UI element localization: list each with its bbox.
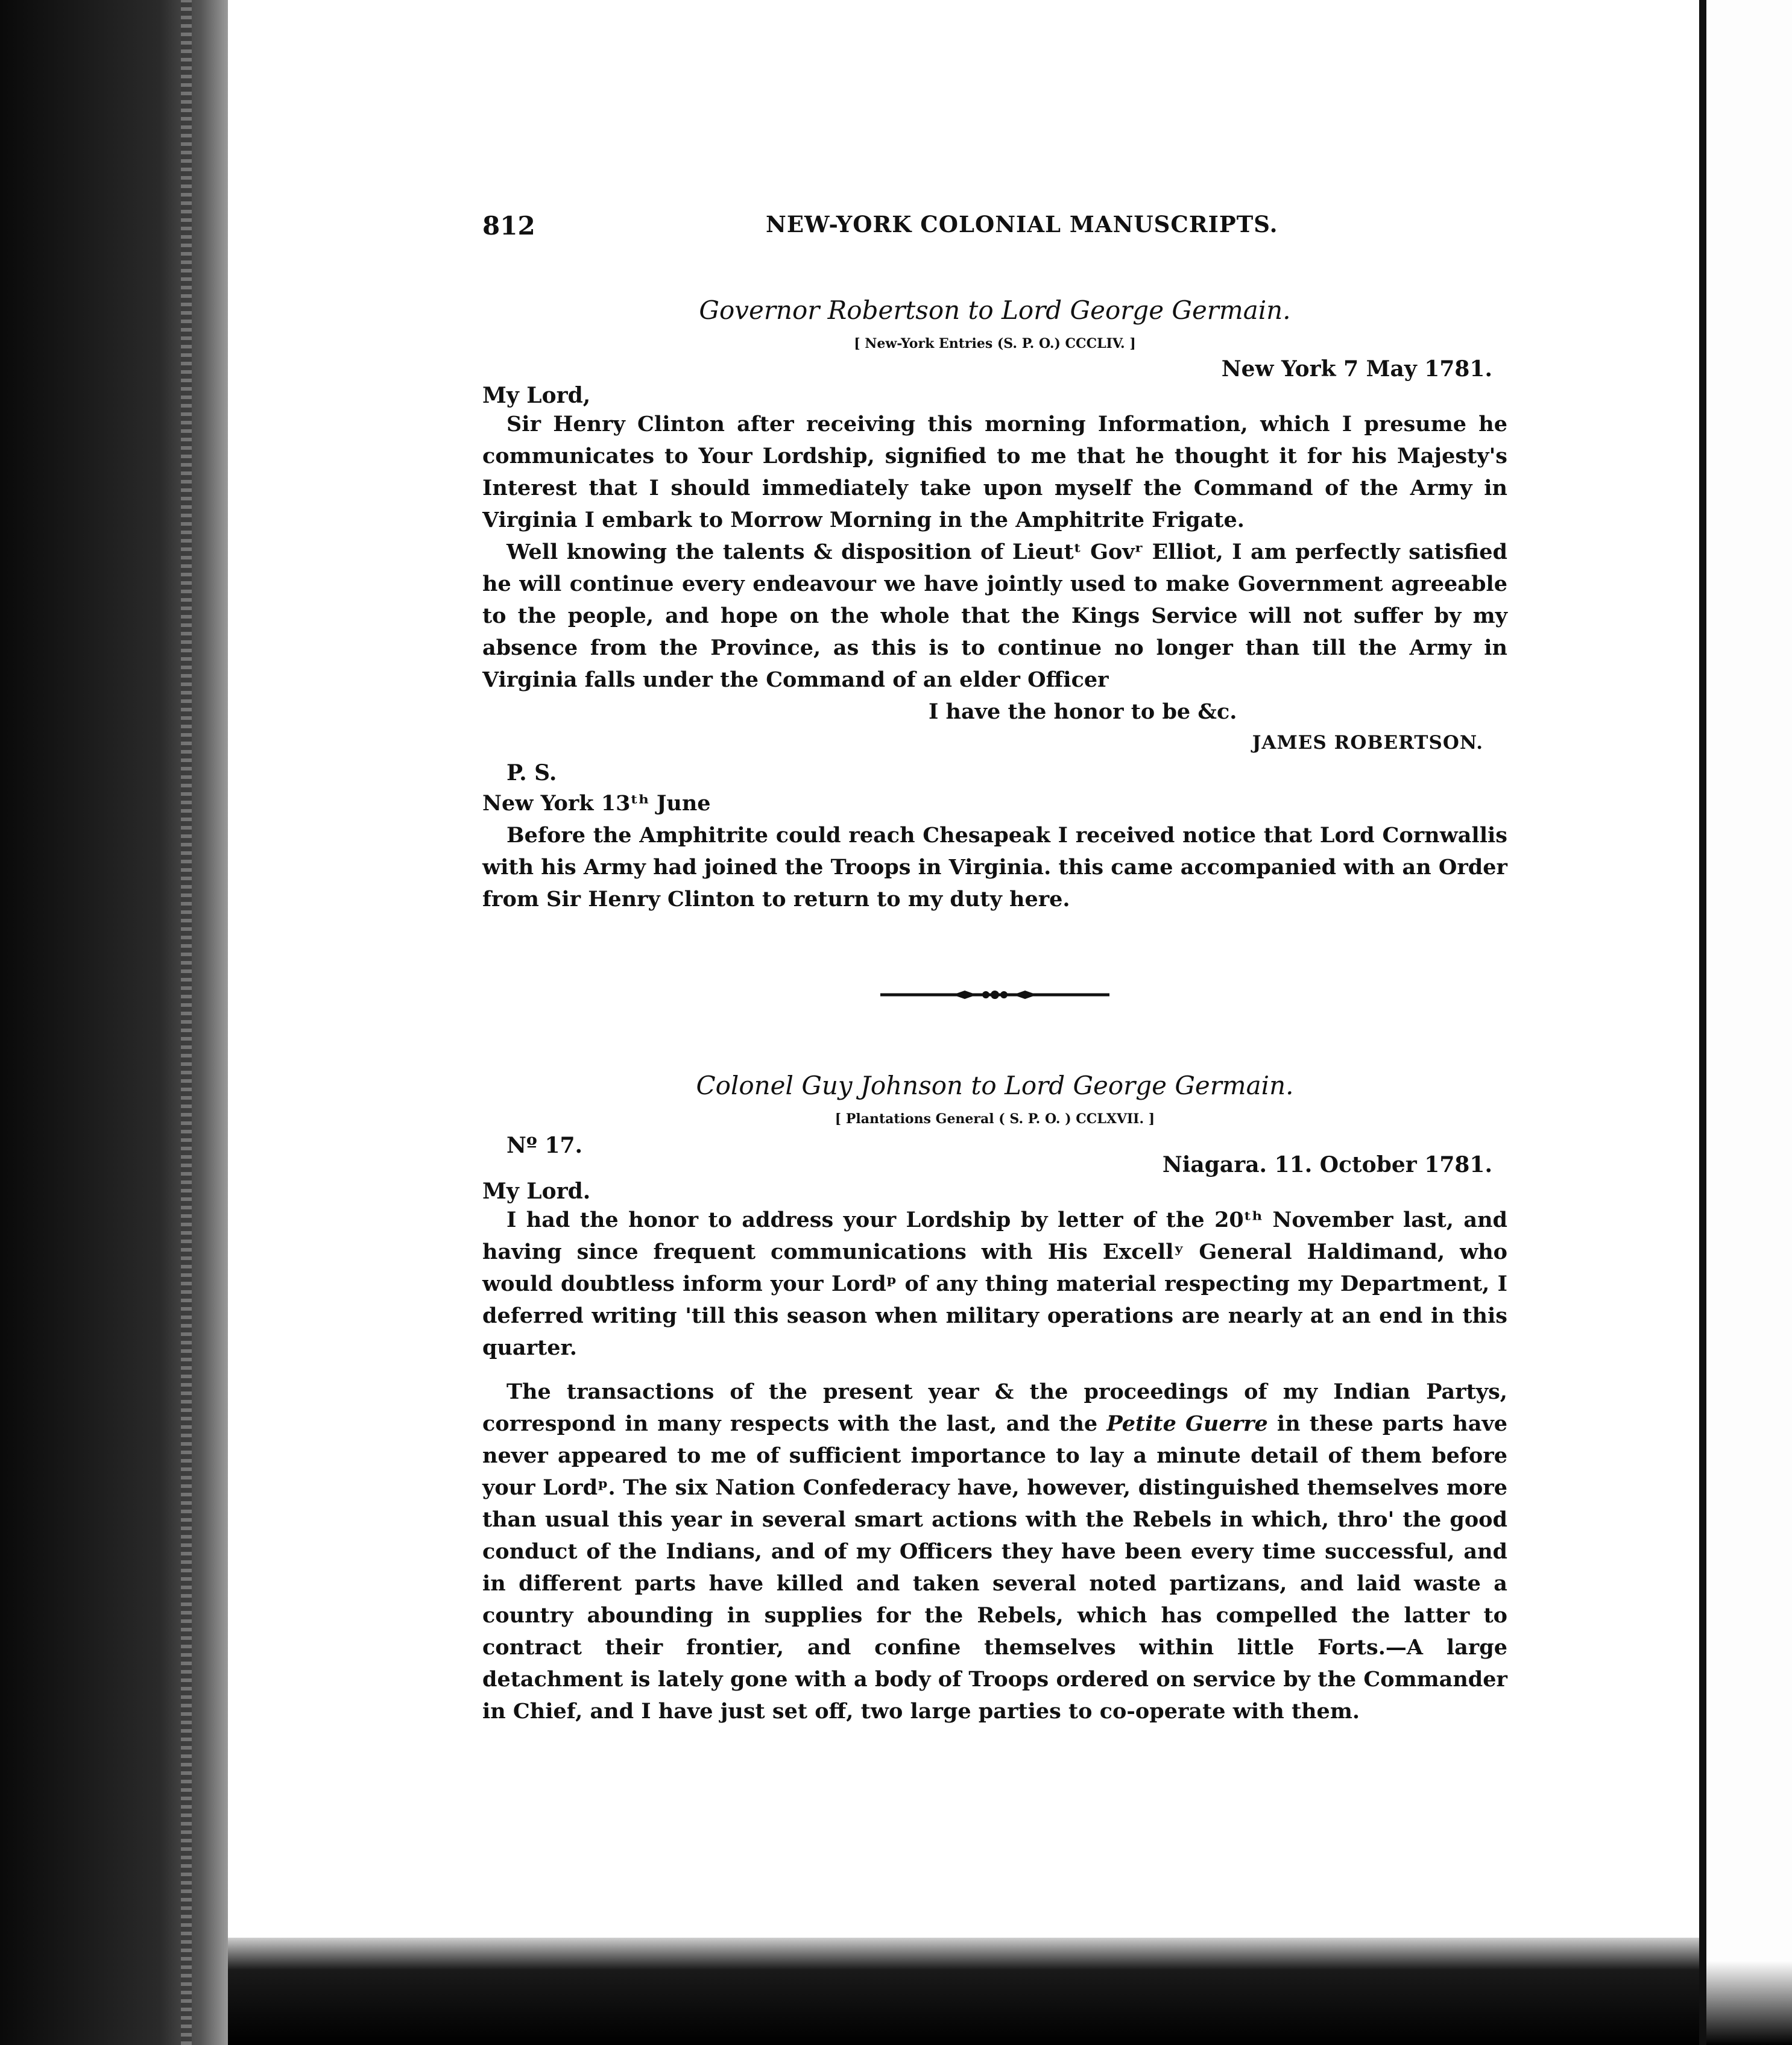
source-reference: [ New-York Entries (S. P. O.) CCCLIV. ]	[854, 336, 1136, 351]
page	[482, 211, 1507, 1727]
paragraph	[482, 1376, 1507, 1727]
signature: JAMES ROBERTSON.	[1252, 732, 1483, 754]
running-head	[482, 211, 1507, 253]
running-title: NEW-YORK COLONIAL MANUSCRIPTS.	[766, 211, 1278, 238]
salutation: My Lord,	[482, 383, 591, 408]
dateline: Niagara. 11. October 1781.	[1162, 1152, 1492, 1177]
paragraph: Well knowing the talents & disposition of Lieutᵗ Govʳ Elliot, I am perfectly satisfied he will continue every endeavour we have jointly used to make Government agreeable to the people, and hope on the whole that the Kings Service will not suffer by my absence from the Province, as this is to continue no longer than till the Army in Virginia falls under the Command of an elder Officer	[482, 540, 1507, 692]
paragraph-text: in these parts have never appeared to me of sufficient importance to lay a minute detail of them before your Lordᵖ. The six Nation Confederacy have, however, distinguished themselves more than usual this year in several smart actions with the Rebels in which, thro' the good conduct of the Indians, and of my Officers they have been every time successful, and in different parts have killed and taken several noted partizans, and laid waste a country abounding in supplies for the Rebels, which has compelled the latter to contract their frontier, and confine themselves within little Forts.—A large detachment is lately gone with a body of Troops ordered on service by the Commander in Chief, and I have just set off, two large parties to co-operate with them.	[482, 1411, 1508, 1724]
closing: I have the honor to be &c.	[929, 699, 1237, 724]
scan-edge-right	[1706, 0, 1792, 2045]
section-divider	[482, 988, 1507, 1004]
salutation: My Lord.	[482, 1179, 591, 1204]
postscript-date: New York 13ᵗʰ June	[482, 791, 711, 816]
letter-robertson	[482, 295, 1507, 915]
letter-title: Colonel Guy Johnson to Lord George Germain.	[696, 1071, 1294, 1100]
postscript-label: P. S.	[506, 760, 557, 786]
dateline: New York 7 May 1781.	[1221, 356, 1492, 382]
letter-number: Nº 17.	[506, 1133, 583, 1158]
paragraph-text: The transactions of the present year & the proceedings of my Indian Partys, correspond in many respects with the last, and the	[482, 1379, 1507, 1436]
scan-edge-bottom	[228, 1938, 1699, 2045]
letter-johnson	[482, 1071, 1507, 1727]
page-number: 812	[482, 211, 535, 241]
postscript-text: Before the Amphitrite could reach Chesapeak I received notice that Lord Cornwallis with his Army had joined the Troops in Virginia. this came accompanied with an Order from Sir Henry Clinton to return to my duty here.	[482, 823, 1507, 912]
italic-phrase: Petite Guerre	[1106, 1411, 1268, 1436]
scan-edge-left	[0, 0, 228, 2045]
scan-edge-right-line	[1699, 0, 1706, 2045]
paragraph: Sir Henry Clinton after receiving this morning Information, which I presume he communicates to Your Lordship, signified to me that he thought it for his Majesty's Interest that I should immediately take upon myself the Command of the Army in Virginia I embark to Morrow Morning in the Amphitrite Frigate.	[482, 412, 1507, 532]
paragraph: I had the honor to address your Lordship by letter of the 20ᵗʰ November last, and having since frequent communications with His Excellʸ General Haldimand, who would doubtless inform your Lordᵖ of any thing material respecting my Department, I deferred writing 'till this season when military operations are nearly at an end in this quarter.	[482, 1208, 1507, 1360]
source-reference: [ Plantations General ( S. P. O. ) CCLXVII. ]	[834, 1111, 1155, 1127]
divider-ornament-icon	[880, 988, 1109, 1002]
letter-title: Governor Robertson to Lord George Germain.	[699, 295, 1291, 325]
